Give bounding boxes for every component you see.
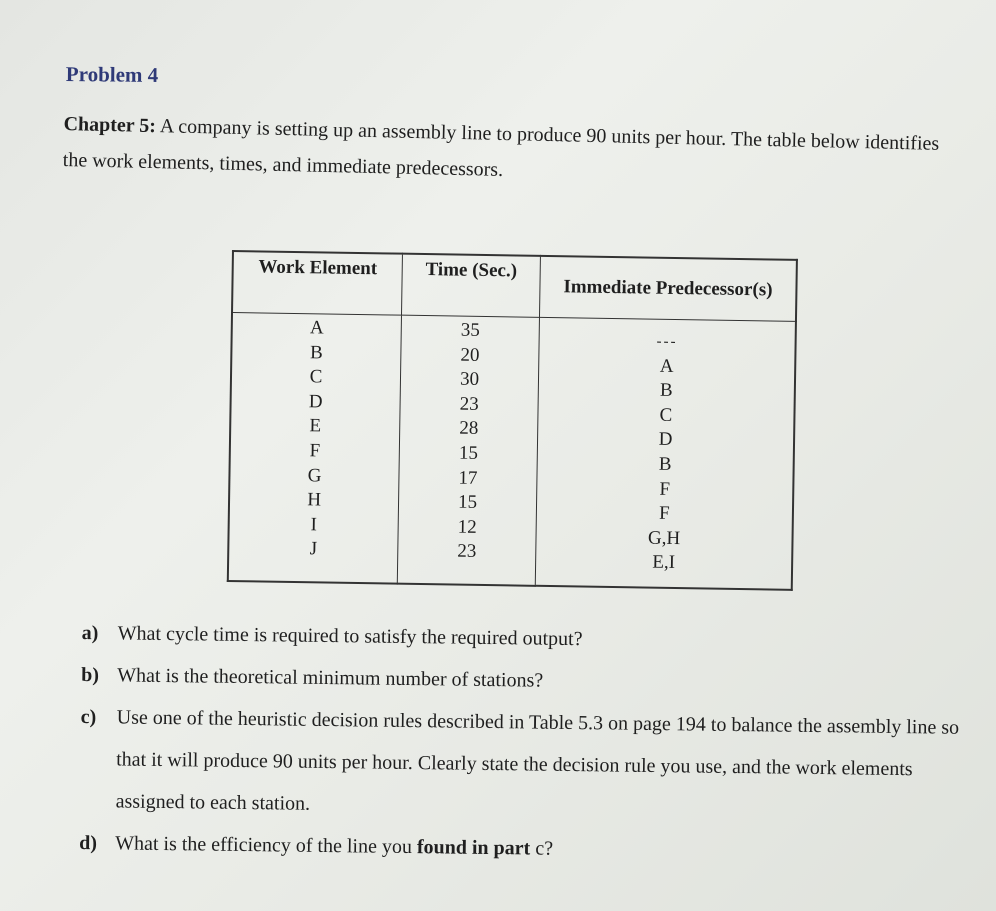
element-cell: A [309, 317, 324, 339]
time-cell: 20 [460, 344, 480, 366]
time-cell: 15 [458, 442, 479, 464]
time-column [397, 315, 539, 586]
predecessor-cell: --- [656, 333, 678, 351]
table-body-row [228, 313, 796, 590]
predecessor-cell: G,H [647, 527, 681, 549]
question-letter: c) [80, 705, 97, 729]
question-letter: b) [81, 663, 100, 687]
question-list [79, 612, 972, 875]
predecessor-cell: F [658, 502, 670, 525]
predecessor-cell: B [659, 379, 673, 402]
time-cell: 17 [458, 467, 478, 489]
question-text-plain: What is the efficiency of the line you [115, 832, 413, 859]
element-cell: B [309, 341, 323, 364]
question-letter: d) [79, 831, 98, 855]
header-predecessors: Immediate Predecessor(s) [539, 256, 796, 322]
predecessor-cell: A [659, 355, 674, 377]
question-text: Use one of the heuristic decision rules described in Table 5.3 on page 194 to balance the assembly line so that it will produce 90 units per hour. Clearly state the decision rule you use, and the work elements assigned to each station. [115, 706, 960, 815]
predecessor-cell: C [659, 404, 673, 426]
predecessor-cell: B [658, 453, 672, 475]
problem-intro [62, 106, 943, 198]
time-cell: 12 [457, 516, 477, 538]
problem-title: Problem 4 [65, 62, 159, 87]
table-header-row [232, 251, 797, 321]
work-elements-table [227, 250, 798, 591]
element-cell: H [307, 489, 322, 511]
question-text: What cycle time is required to satisfy the required output? [117, 622, 583, 651]
predecessor-column [535, 317, 796, 589]
chapter-label: Chapter 5: [63, 112, 157, 138]
time-cell: 28 [459, 417, 479, 440]
time-cell: 35 [460, 319, 481, 341]
time-cell: 15 [457, 491, 478, 514]
header-work-element: Work Element [232, 251, 403, 315]
element-column [228, 313, 402, 584]
element-cell: F [309, 440, 321, 462]
predecessor-cell: F [659, 478, 671, 500]
header-time: Time (Sec.) [402, 254, 541, 318]
element-cell: D [308, 391, 323, 413]
predecessor-cell: E,I [652, 551, 676, 574]
question-text-end: c? [535, 837, 554, 860]
work-elements-table-container [227, 250, 798, 593]
question-text-bold: found in part [416, 836, 531, 860]
element-cell: I [310, 514, 318, 536]
predecessor-cell: D [658, 429, 673, 451]
time-cell: 23 [457, 540, 477, 563]
intro-text: A company is setting up an assembly line to produce 90 units per hour. The table below identifies the work elements, times, and immediate predecessors. [62, 115, 940, 181]
element-cell: C [309, 366, 323, 388]
element-cell: G [307, 464, 322, 486]
time-cell: 30 [459, 368, 480, 391]
question-text: What is the theoretical minimum number of stations? [117, 664, 544, 692]
time-cell: 23 [459, 393, 479, 415]
element-cell: J [309, 538, 318, 560]
question-letter: a) [81, 621, 99, 645]
element-cell: E [309, 415, 322, 437]
question-c [79, 696, 970, 833]
